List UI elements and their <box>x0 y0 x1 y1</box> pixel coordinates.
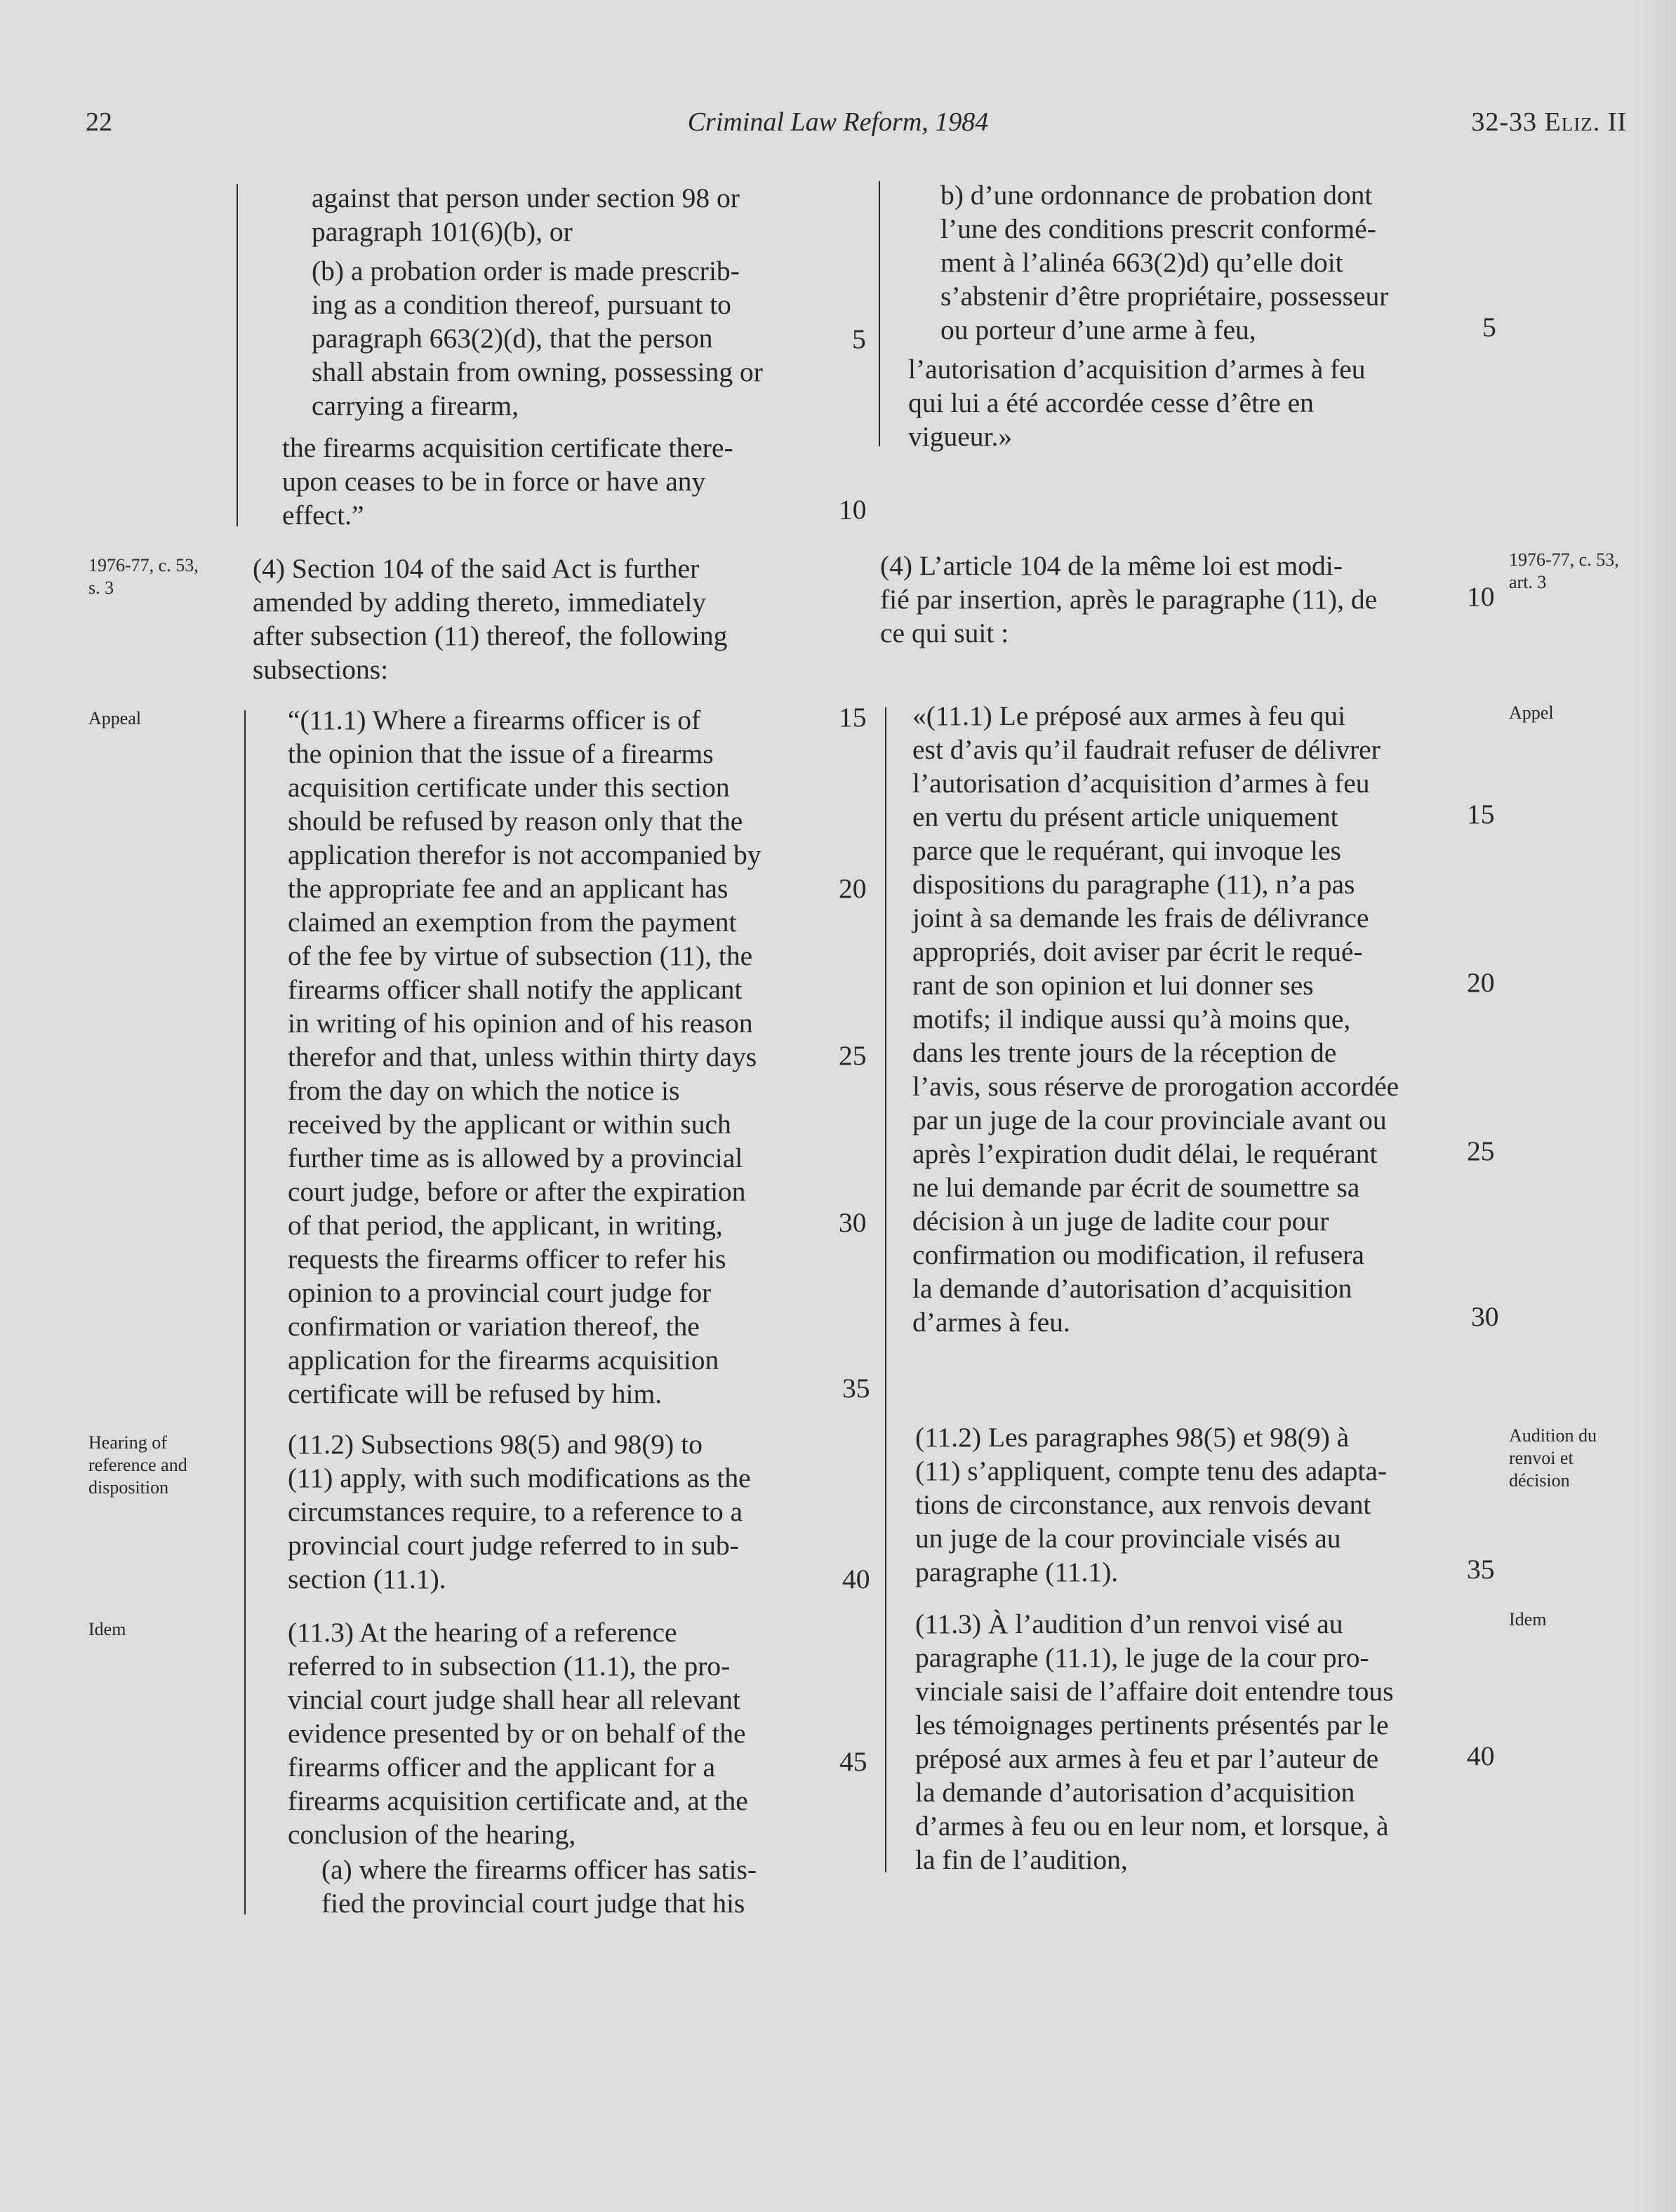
amendment-rule-fr-bottom <box>885 707 886 1872</box>
fr-para-1: b) d’une ordonnance de probation dont l’une des conditions prescrit conformé- ment à l’alinéa 663(2)d) qu’elle doit s’abstenir d’être propriétaire, possesseur ou porteur d’une arme à feu, <box>940 180 1389 345</box>
line-number-fr-5: 5 <box>1482 312 1496 342</box>
en-para-8: (a) where the firearms officer has satis- fied the provincial court judge that his <box>321 1854 757 1919</box>
en-para-2: (b) a probation order is made prescrib- ing as a condition thereof, pursuant to paragraph 663(2)(d), that the person shall abstain from owning, possessing or carrying a firearm, <box>312 255 763 421</box>
line-number-en-40: 40 <box>842 1564 870 1594</box>
line-number-en-5: 5 <box>852 324 866 354</box>
margin-note-idem-en: Idem <box>88 1619 126 1639</box>
en-para-4: (4) Section 104 of the said Act is further amended by adding thereto, immediately after subsection (11) thereof, the following subsections: <box>253 553 728 685</box>
amendment-rule-en-top <box>237 184 238 526</box>
running-title: Criminal Law Reform, 1984 <box>687 107 989 137</box>
page-number: 22 <box>86 107 112 137</box>
amendment-rule-fr-top <box>879 181 880 446</box>
amendment-rule-en-bottom <box>244 710 246 1914</box>
line-number-fr-15: 15 <box>1467 799 1495 830</box>
line-number-en-20: 20 <box>839 873 867 904</box>
fr-para-3: (4) L’article 104 de la même loi est modi- fié par insertion, après le paragraphe (11), de ce qui suit : <box>880 550 1378 648</box>
running-citation: 32-33 Eliz. II <box>1471 107 1627 137</box>
margin-note-citation-fr: 1976-77, c. 53, art. 3 <box>1509 549 1619 592</box>
line-number-fr-10: 10 <box>1467 581 1495 612</box>
margin-note-citation-en: 1976-77, c. 53, s. 3 <box>88 555 199 598</box>
line-number-fr-30: 30 <box>1471 1301 1499 1332</box>
line-number-en-30: 30 <box>839 1207 867 1238</box>
line-number-en-45: 45 <box>839 1746 867 1777</box>
margin-note-appeal: Appeal <box>88 708 142 728</box>
line-number-en-10: 10 <box>839 494 867 525</box>
line-number-en-25: 25 <box>839 1040 867 1071</box>
fr-para-5: (11.2) Les paragraphes 98(5) et 98(9) à (11) s’appliquent, compte tenu des adapta- tions de circonstance, aux renvois devant un juge de la cour provinciale visés au paragraphe (11.1). <box>915 1422 1388 1587</box>
en-para-6: (11.2) Subsections 98(5) and 98(9) to (11) apply, with such modifications as the circumstances require, to a reference to a provincial court judge referred to in sub- section (11.1). <box>288 1429 751 1594</box>
en-para-7: (11.3) At the hearing of a reference referred to in subsection (11.1), the pro- vincial court judge shall hear all relevant evidence presented by or on behalf of the firearms officer and the applicant for a firearms acquisition certificate and, at the conclusion of the hearing, <box>288 1617 748 1850</box>
margin-note-idem-fr: Idem <box>1509 1609 1547 1630</box>
en-para-5: “(11.1) Where a firearms officer is of the opinion that the issue of a firearms acquisition certificate under this section should be refused by reason only that the application therefor is not accompanied by the appropriate fee and an applicant has claimed an exemption from the payment of the fee by virtue of subsection (11), the firearms officer shall notify the applicant in writing of his opinion and of his reason therefor and that, unless within thirty days from the day on which the notice is received by the applicant or within such further time as is allowed by a provincial court judge, before or after the expiration of that period, the applicant, in writing, requests the firearms officer to refer his opinion to a provincial court judge for confirmation or variation thereof, the application for the firearms acquisition certificate will be refused by him. <box>288 705 761 1409</box>
line-number-en-15: 15 <box>839 702 867 733</box>
line-number-fr-40: 40 <box>1467 1740 1495 1771</box>
line-number-en-35: 35 <box>842 1373 870 1404</box>
fr-para-4: «(11.1) Le préposé aux armes à feu qui est d’avis qu’il faudrait refuser de délivrer l’autorisation d’acquisition d’armes à feu en vertu du présent article uniquement parce que le requérant, qui invoque les dispositions du paragraphe (11), n’a pas joint à sa demande les frais de délivrance appropriés, doit aviser par écrit le requé- rant de son opinion et lui donner ses motifs; il indique aussi qu’à moins que, dans les trente jours de la réception de l’avis, sous réserve de prorogation accordée par un juge de la cour provinciale avant ou après l’expiration dudit délai, le requérant ne lui demande par écrit de soumettre sa décision à un juge de ladite cour pour confirmation ou modification, il refusera la demande d’autorisation d’acquisition d’armes à feu. <box>912 700 1399 1338</box>
fr-para-2: l’autorisation d’acquisition d’armes à feu qui lui a été accordée cesse d’être en vigueur.» <box>908 354 1366 452</box>
line-number-fr-35: 35 <box>1467 1554 1495 1585</box>
margin-note-hearing: Hearing of reference and disposition <box>88 1432 187 1498</box>
en-para-3: the firearms acquisition certificate there- upon ceases to be in force or have any effect.” <box>282 432 733 531</box>
page-edge-shadow <box>1634 0 1676 2212</box>
en-para-1: against that person under section 98 or paragraph 101(6)(b), or <box>312 182 740 247</box>
line-number-fr-20: 20 <box>1467 967 1495 998</box>
line-number-fr-25: 25 <box>1467 1135 1495 1166</box>
fr-para-6: (11.3) À l’audition d’un renvoi visé au paragraphe (11.1), le juge de la cour pro- vinciale saisi de l’affaire doit entendre tous les témoignages pertinents présentés par le préposé aux armes à feu et par l’auteur de la demande d’autorisation d’acquisition d’armes à feu ou en leur nom, et lorsque, à la fin de l’audition, <box>915 1608 1394 1875</box>
margin-note-audition: Audition du renvoi et décision <box>1509 1425 1597 1491</box>
margin-note-appel: Appel <box>1509 702 1554 723</box>
